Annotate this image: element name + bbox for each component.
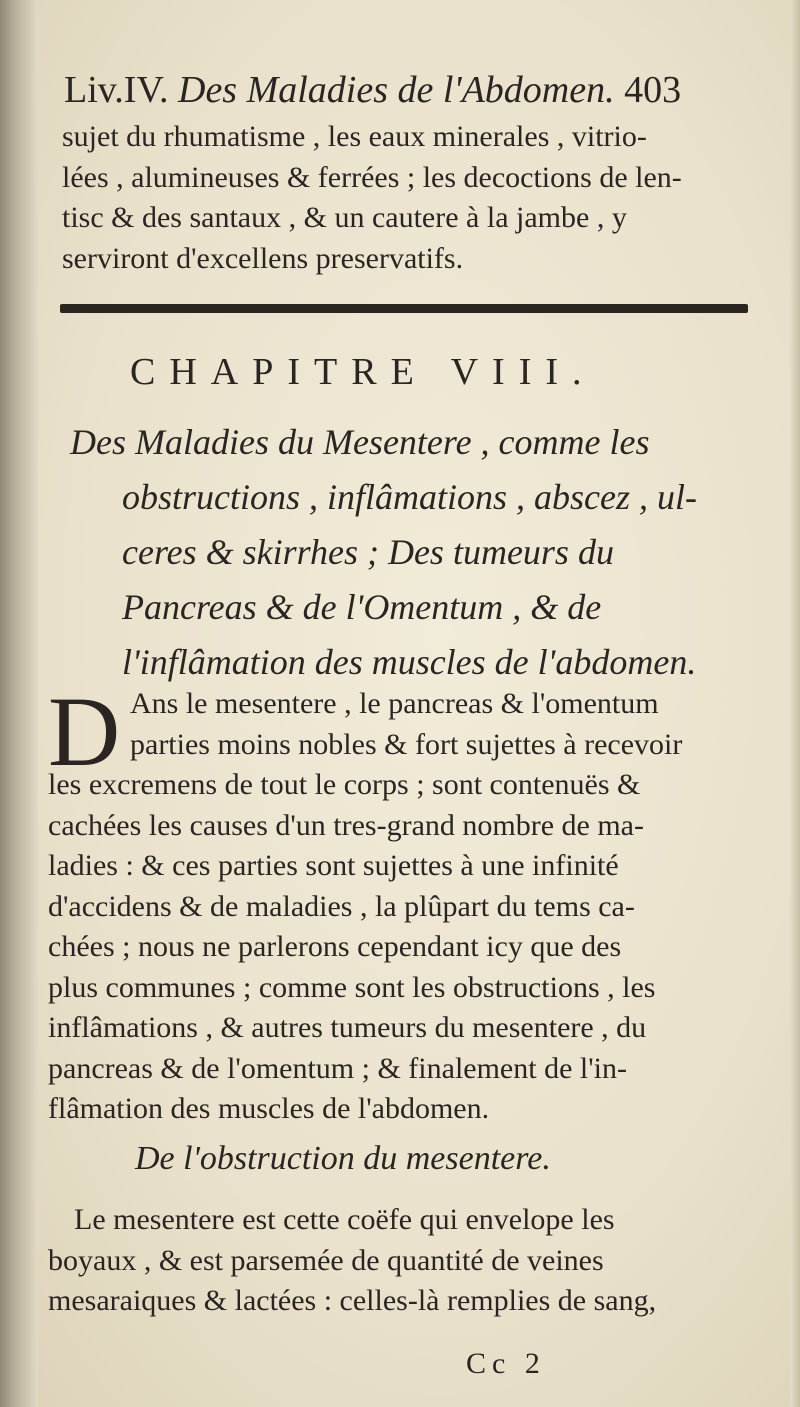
text-line: sujet du rhumatisme , les eaux minerales , vitrio- — [62, 120, 647, 153]
running-head-title: Des Maladies de l'Abdomen. — [178, 69, 615, 111]
subtitle-line: l'inflâmation des muscles de l'abdomen. — [122, 642, 697, 682]
text-line: inflâmations , & autres tumeurs du mesentere , du — [48, 1011, 647, 1044]
subtitle-line: ceres & skirrhes ; Des tumeurs du — [122, 532, 614, 572]
text-line: cachées les causes d'un tres-grand nombre de ma- — [48, 808, 644, 842]
text-line: pancreas & de l'omentum ; & finalement de l'in- — [48, 1051, 627, 1085]
text-line: lées , alumineuses & ferrées ; les decoctions de len- — [62, 160, 682, 194]
decorative-rule — [60, 304, 748, 313]
text-line: mesaraiques & lactées : celles-là remplies de sang, — [48, 1284, 657, 1317]
chapter-heading: CHAPITRE VIII. — [130, 351, 596, 393]
text-line: plus communes ; comme sont les obstructions , les — [48, 970, 656, 1004]
chapter-subtitle — [70, 415, 760, 690]
text-line: boyaux , & est parsemée de quantité de veines — [48, 1243, 604, 1277]
text-line: parties moins nobles & fort sujettes à recevoir — [130, 727, 683, 761]
subtitle-line: Pancreas & de l'Omentum , & de — [122, 587, 602, 627]
main-paragraph — [48, 676, 763, 1130]
text-line: flâmation des muscles de l'abdomen. — [48, 1092, 490, 1125]
page-gutter-shadow — [0, 0, 38, 1407]
text-line: chées ; nous ne parlerons cependant icy que des — [48, 930, 622, 963]
text-line: Le mesentere est cette coëfe qui envelope les — [74, 1203, 615, 1236]
subtitle-line: obstructions , inflâmations , abscez , ul- — [122, 477, 697, 517]
drop-cap: D — [48, 676, 121, 787]
text-line: tisc & des santaux , & un cautere à la jambe , y — [62, 201, 627, 234]
subtitle-line: Des Maladies du Mesentere , comme les — [70, 422, 650, 462]
running-head — [64, 68, 764, 112]
text-line: serviront d'excellens preservatifs. — [62, 241, 464, 275]
text-line: ladies : & ces parties sont sujettes à une infinité — [48, 849, 619, 882]
page-number: 403 — [624, 69, 682, 111]
section-title: De l'obstruction du mesentere. — [135, 1140, 551, 1177]
text-line: les excremens de tout le corps ; sont contenuës & — [48, 768, 641, 801]
text-line: d'accidens & de maladies , la plûpart du tems ca- — [48, 889, 635, 923]
running-head-book: Liv.IV. — [64, 69, 169, 111]
text-line: Ans le mesentere , le pancreas & l'omentum — [130, 687, 659, 720]
top-paragraph — [62, 117, 782, 279]
second-paragraph — [48, 1200, 763, 1322]
page-edge — [790, 0, 800, 1407]
signature-mark: Cc 2 — [466, 1347, 546, 1380]
